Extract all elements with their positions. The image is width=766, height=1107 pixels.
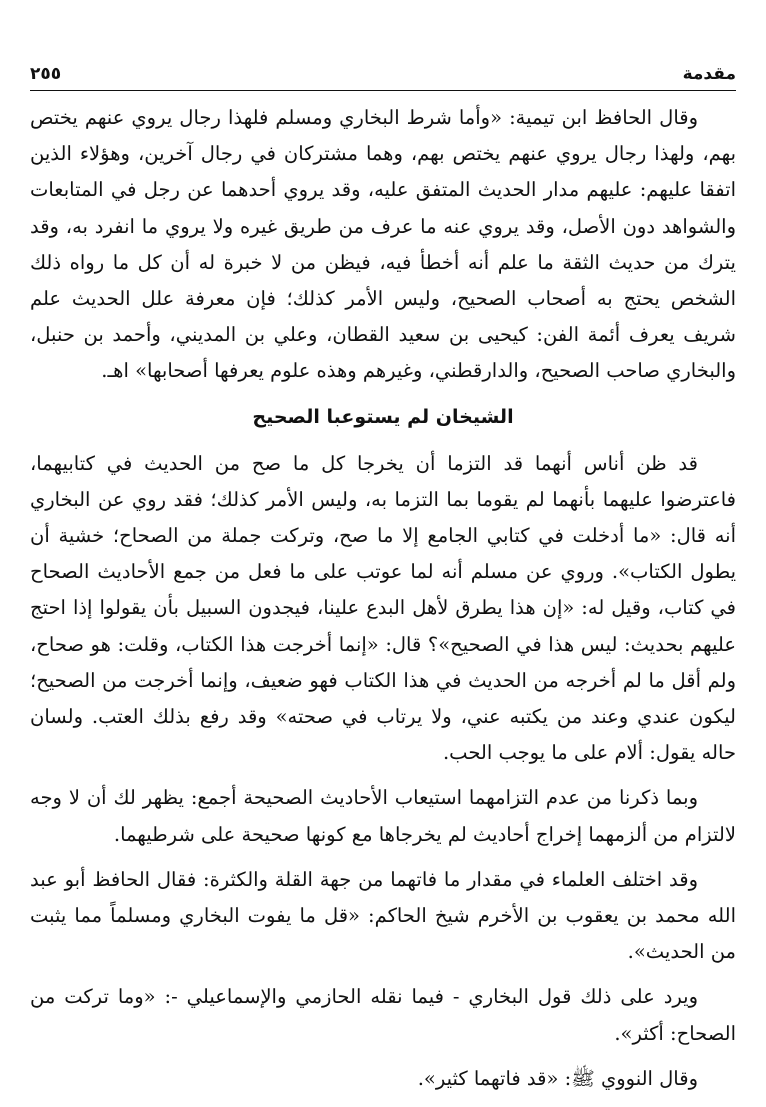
paragraph-no-obligation: وبما ذكرنا من عدم التزامهما استيعاب الأحاديث الصحيحة أجمع: يظهر لك أن لا وجه لالتزام من ألزمهما إخراج أحاديث لم يخرجاها مع كونها صحيحة على شرطيهما. — [30, 786, 736, 846]
page-number: ٢٥٥ — [30, 64, 62, 84]
page-body — [30, 100, 736, 1106]
section-heading: الشيخان لم يستوعبا الصحيح — [252, 405, 514, 428]
paragraph-ibn-taymiyya-quote: وقال الحافظ ابن تيمية: «وأما شرط البخاري ومسلم فلهذا رجال يروي عنهم يختص بهم، ولهذا رجال يروي عنهم يختص بهم، وهما مشتركان في رجال آخرين، وهؤلاء الذين اتفقا عليهم: عليهم مدار الحديث المتفق عليه، وقد يروي أحدهما عن رجل في المتابعات والشواهد دون الأصل، وقد يروي عنه ما عرف من طريق غيره ولا يروي ما انفرد به، وقد يترك من حديث الثقة ما علم أنه أخطأ فيه، فيظن من لا خبرة له أن كل ما رواه ذلك الشخص يحتج به أصحاب الصحيح، وليس الأمر كذلك؛ فإن معرفة علل الحديث علم شريف يعرف أئمة الفن: كيحيى بن سعيد القطان، وعلي بن المديني، وأحمد بن حنبل، والبخاري صاحب الصحيح، والدارقطني، وغيرهم وهذه علوم يعرفها أصحابها» اهـ. — [30, 106, 736, 383]
paragraph-not-exhaustive: قد ظن أناس أنهما قد التزما أن يخرجا كل ما صح من الحديث في كتابيهما، فاعترضوا عليهما بأنهما لم يقوما بما التزما به، وليس الأمر كذلك؛ فقد روي عن البخاري أنه قال: «ما أدخلت في كتابي الجامع إلا ما صح، وتركت جملة من الصحاح؛ خشية أن يطول الكتاب». وروي عن مسلم أنه لما عوتب على ما فعل من جمع الأحاديث الصحاح في كتاب، وقيل له: «إن هذا يطرق لأهل البدع علينا، فيجدون السبيل بأن يقولوا إذا احتج عليهم بحديث: ليس هذا في الصحيح»؟ قال: «إنما أخرجت هذا الكتاب، وقلت: هو صحاح، ولم أقل ما لم أخرجه من الحديث في هذا الكتاب فهو ضعيف، وإنما أخرجت من الصحيح؛ ليكون عندي وعند من يكتبه عني، ولا يرتاب في صحته» وقد رفع بذلك العتب. ولسان حاله يقول: ألام على ما يوجب الحب. — [30, 451, 736, 765]
header-title: مقدمة — [682, 64, 736, 84]
running-header — [30, 56, 736, 91]
paragraph-bukhari-response: ويرد على ذلك قول البخاري - فيما نقله الحازمي والإسماعيلي -: «وما تركت من الصحاح: أكثر». — [30, 985, 736, 1045]
paragraph-scholars-differ: وقد اختلف العلماء في مقدار ما فاتهما من جهة القلة والكثرة: فقال الحافظ أبو عبد الله محمد بن يعقوب بن الأخرم شيخ الحاكم: «قل ما يفوت البخاري ومسلماً مما يثبت من الحديث». — [30, 867, 736, 964]
paragraph-nawawi-quote: وقال النووي ﷺ: «قد فاتهما كثير». — [417, 1066, 698, 1090]
